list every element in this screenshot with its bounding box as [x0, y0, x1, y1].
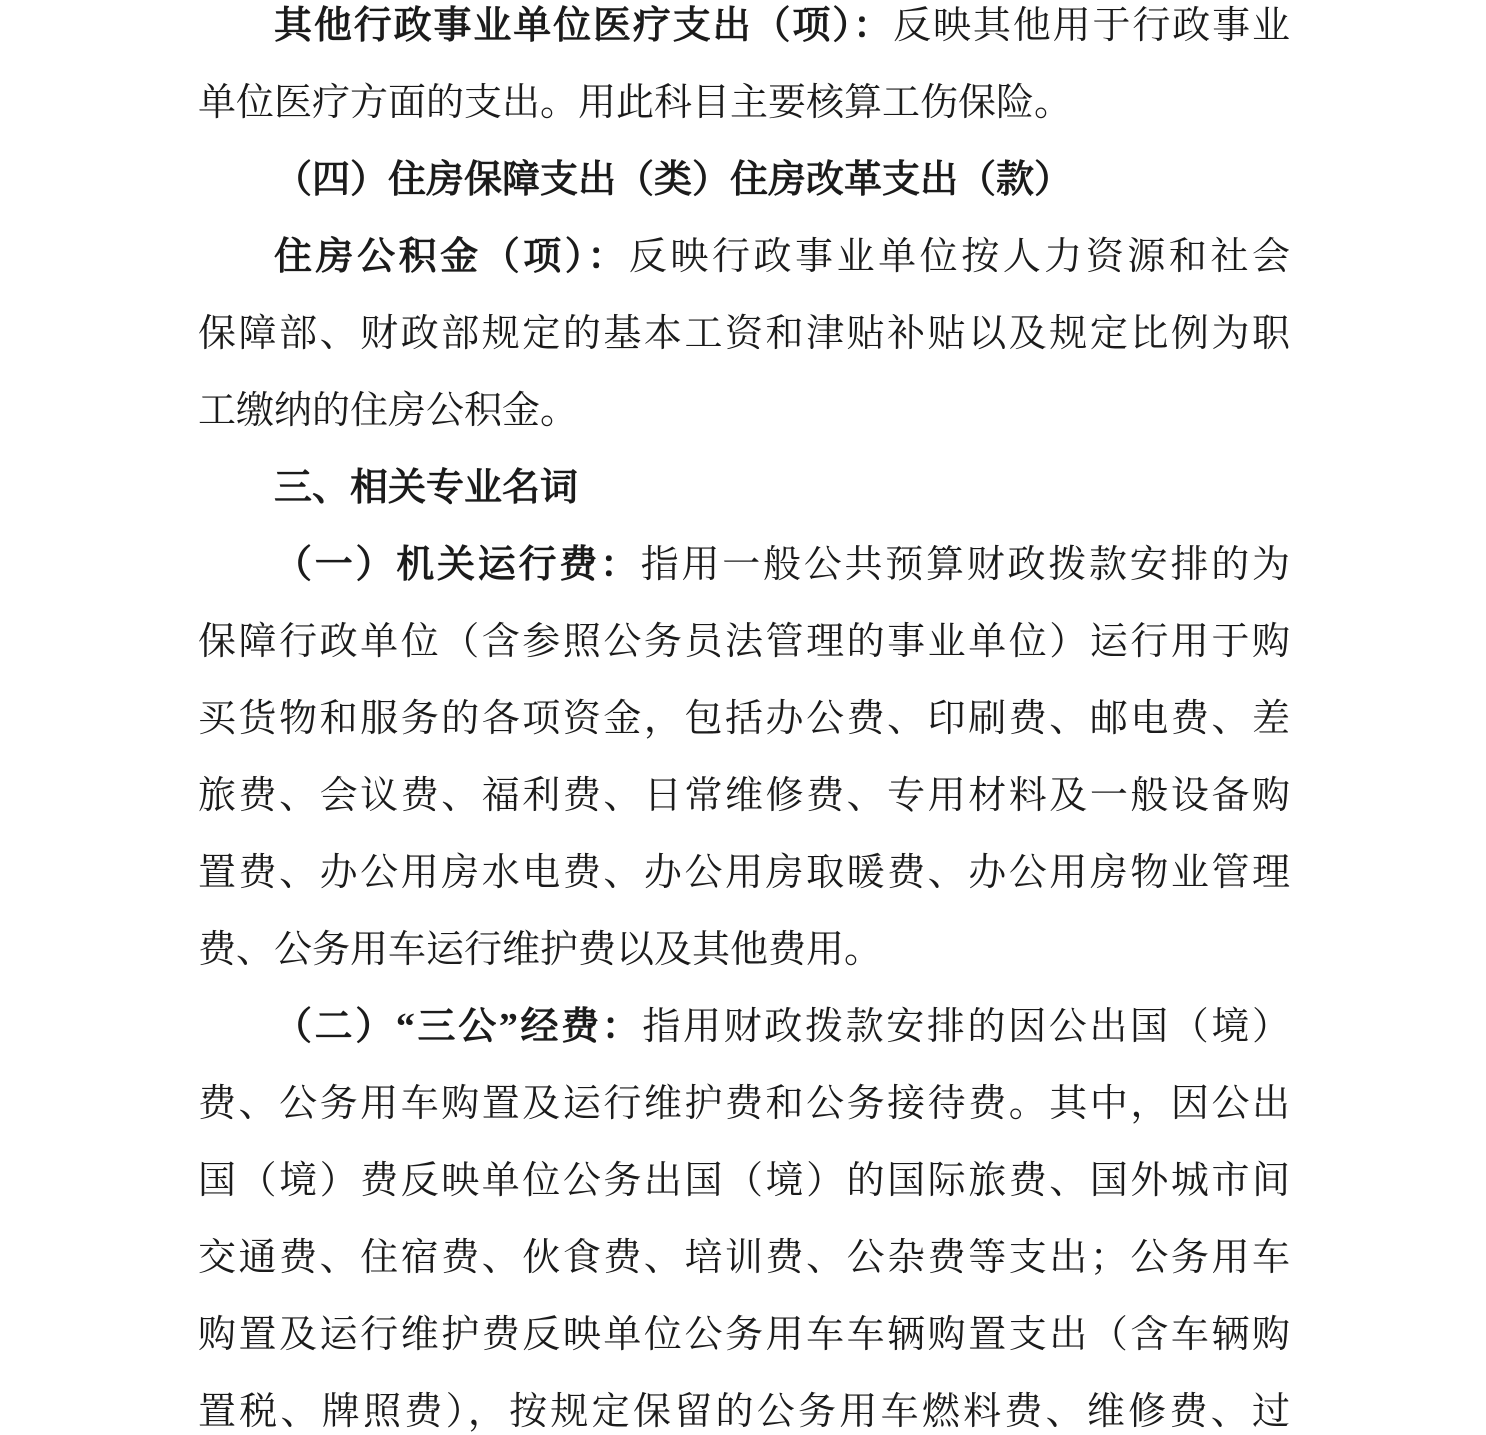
doc-heading	[198, 450, 1290, 527]
doc-line-text: 旅费、会议费、福利费、日常维修费、专用材料及一般设备购	[198, 775, 1290, 817]
doc-line-text: 保障部、财政部规定的基本工资和津贴补贴以及规定比例为职	[198, 313, 1290, 355]
doc-line-text: 费、公务用车购置及运行维护费和公务接待费。其中，因公出	[198, 1083, 1290, 1125]
doc-line-text: 反映其他用于行政事业	[893, 5, 1290, 47]
doc-heading	[198, 142, 1290, 219]
doc-line-text: 单位医疗方面的支出。用此科目主要核算工伤保险。	[198, 82, 1073, 124]
doc-line-text: 指用一般公共预算财政拨款安排的为	[640, 544, 1290, 586]
doc-line	[198, 758, 1290, 835]
doc-line-text: 工缴纳的住房公积金。	[198, 390, 579, 432]
doc-line	[198, 296, 1290, 373]
doc-line	[198, 219, 1290, 296]
doc-line	[198, 65, 1290, 142]
doc-line-text: 指用财政拨款安排的因公出国（境）	[642, 1006, 1290, 1048]
doc-line	[198, 1066, 1290, 1143]
doc-heading-text: 三、相关专业名词	[274, 467, 579, 509]
doc-line-term: （二）“三公”经费：	[274, 1006, 643, 1048]
doc-line-text: 国（境）费反映单位公务出国（境）的国际旅费、国外城市间	[198, 1160, 1290, 1202]
doc-line-text: 购置及运行维护费反映单位公务用车车辆购置支出（含车辆购	[198, 1314, 1290, 1356]
doc-line-term: 其他行政事业单位医疗支出（项）：	[274, 5, 894, 47]
doc-line-text: 反映行政事业单位按人力资源和社会	[628, 236, 1290, 278]
document-text-block	[198, 0, 1290, 1435]
doc-line-text: 买货物和服务的各项资金，包括办公费、印刷费、邮电费、差	[198, 698, 1290, 740]
doc-line	[198, 1143, 1290, 1220]
doc-line	[198, 989, 1290, 1066]
doc-line-text: 费、公务用车运行维护费以及其他费用。	[198, 929, 883, 971]
doc-line-text: 置费、办公用房水电费、办公用房取暖费、办公用房物业管理	[198, 852, 1290, 894]
doc-line	[198, 681, 1290, 758]
doc-line	[198, 1297, 1290, 1374]
doc-heading-text: （四）住房保障支出（类）住房改革支出（款）	[274, 159, 1073, 201]
doc-line	[198, 0, 1290, 65]
doc-line-term: 住房公积金（项）：	[274, 236, 629, 278]
doc-line	[198, 1374, 1290, 1435]
doc-line	[198, 373, 1290, 450]
doc-line-text: 交通费、住宿费、伙食费、培训费、公杂费等支出；公务用车	[198, 1237, 1290, 1279]
doc-line	[198, 912, 1290, 989]
doc-line-text: 保障行政单位（含参照公务员法管理的事业单位）运行用于购	[198, 621, 1290, 663]
doc-line	[198, 604, 1290, 681]
doc-line	[198, 527, 1290, 604]
doc-line	[198, 835, 1290, 912]
doc-line-term: （一）机关运行费：	[274, 544, 641, 586]
doc-line	[198, 1220, 1290, 1297]
doc-line-text: 置税、牌照费），按规定保留的公务用车燃料费、维修费、过	[198, 1391, 1290, 1433]
